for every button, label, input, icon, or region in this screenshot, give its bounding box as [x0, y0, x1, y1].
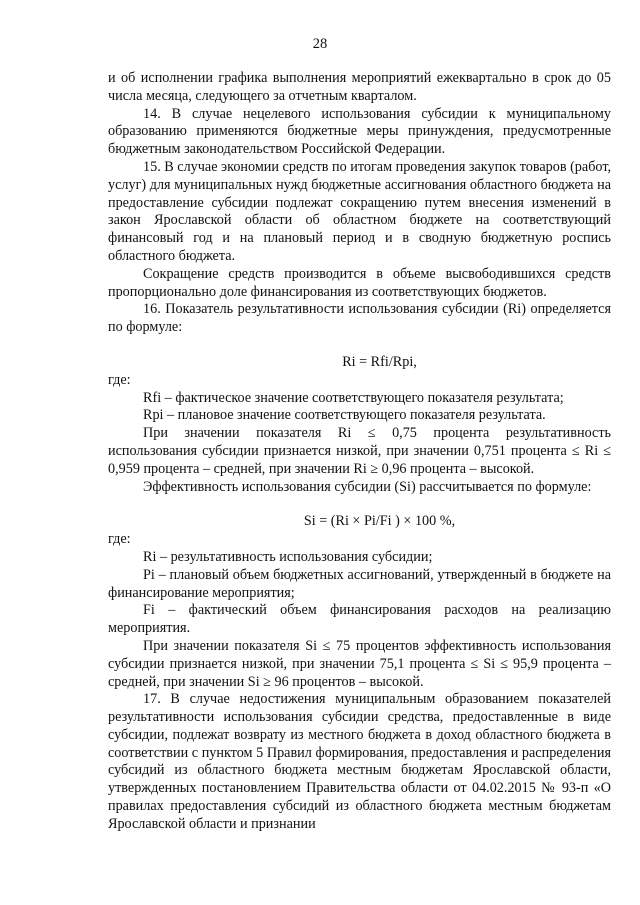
paragraph-reduction: Сокращение средств производится в объеме высвободившихся средств пропорционально доле финансирования из соответствующих бюджетов. — [108, 265, 611, 300]
definition-fi: Fi – фактический объем финансирования расходов на реализацию мероприятия. — [108, 602, 611, 637]
paragraph-17: 17. В случае недостижения муниципальным образованием показателей результативности использования субсидии средства, предоставленные в виде субсидии, подлежат возврату из местного бюджета в доход областного бюджета в соответствии с пунктом 5 Правил формирования, предоставления и распределения субсидий из областного бюджета местным бюджетам Ярославской области, утвержденных постановлением Правительства области от 04.02.2015 № 93-п «О правилах предоставления субсидий из областного бюджета местным бюджетам Ярославской области и признании — [108, 691, 611, 832]
formula-ri: Ri = Rfi/Rpi, — [342, 353, 417, 370]
definition-pi: Pi – плановый объем бюджетных ассигнований, утвержденный в бюджете на финансирование мероприятия; — [108, 566, 611, 601]
document-body — [108, 70, 611, 834]
page-number: 28 — [312, 36, 328, 52]
paragraph-16: 16. Показатель результативности использования субсидии (Ri) определяется по формуле: — [108, 301, 611, 336]
where-label-2: где: — [108, 531, 131, 548]
definition-rpi: Rpi – плановое значение соответствующего показателя результата. — [143, 407, 546, 424]
paragraph-ri-thresholds: При значении показателя Ri ≤ 0,75 процента результативность использования субсидии признается низкой, при значении 0,751 процента ≤ Ri ≤ 0,959 процента – средней, при значении Ri ≥ 0,96 процента – высокой. — [108, 425, 611, 477]
paragraph-si-thresholds: При значении показателя Si ≤ 75 процентов эффективность использования субсидии признается низкой, при значении 75,1 процента ≤ Si ≤ 95,9 процента – средней, при значении Si ≥ 96 процентов – высокой. — [108, 637, 611, 690]
definition-rfi: Rfi – фактическое значение соответствующего показателя результата; — [143, 389, 564, 406]
definition-ri: Ri – результативность использования субсидии; — [143, 548, 433, 565]
where-label-1: где: — [108, 371, 131, 388]
paragraph-15: 15. В случае экономии средств по итогам проведения закупок товаров (работ, услуг) для муниципальных нужд бюджетные ассигнования областного бюджета на предоставление субсидии подлежат сокращению путем внесения изменений в закон Ярославской области об областном бюджете на соответствующий финансовый год и на плановый период и в сводную бюджетную роспись областного бюджета. — [108, 158, 611, 264]
paragraph-efficiency: Эффективность использования субсидии (Si) рассчитывается по формуле: — [143, 478, 592, 495]
paragraph-1: и об исполнении графика выполнения мероприятий ежеквартально в срок до 05 числа месяца, следующего за отчетным кварталом. — [108, 70, 611, 104]
paragraph-14: 14. В случае нецелевого использования субсидии к муниципальному образованию применяются бюджетные меры принуждения, предусмотренные бюджетным законодательством Российской Федерации. — [108, 105, 611, 158]
formula-si: Si = (Ri × Pi/Fi ) × 100 %, — [303, 513, 456, 530]
